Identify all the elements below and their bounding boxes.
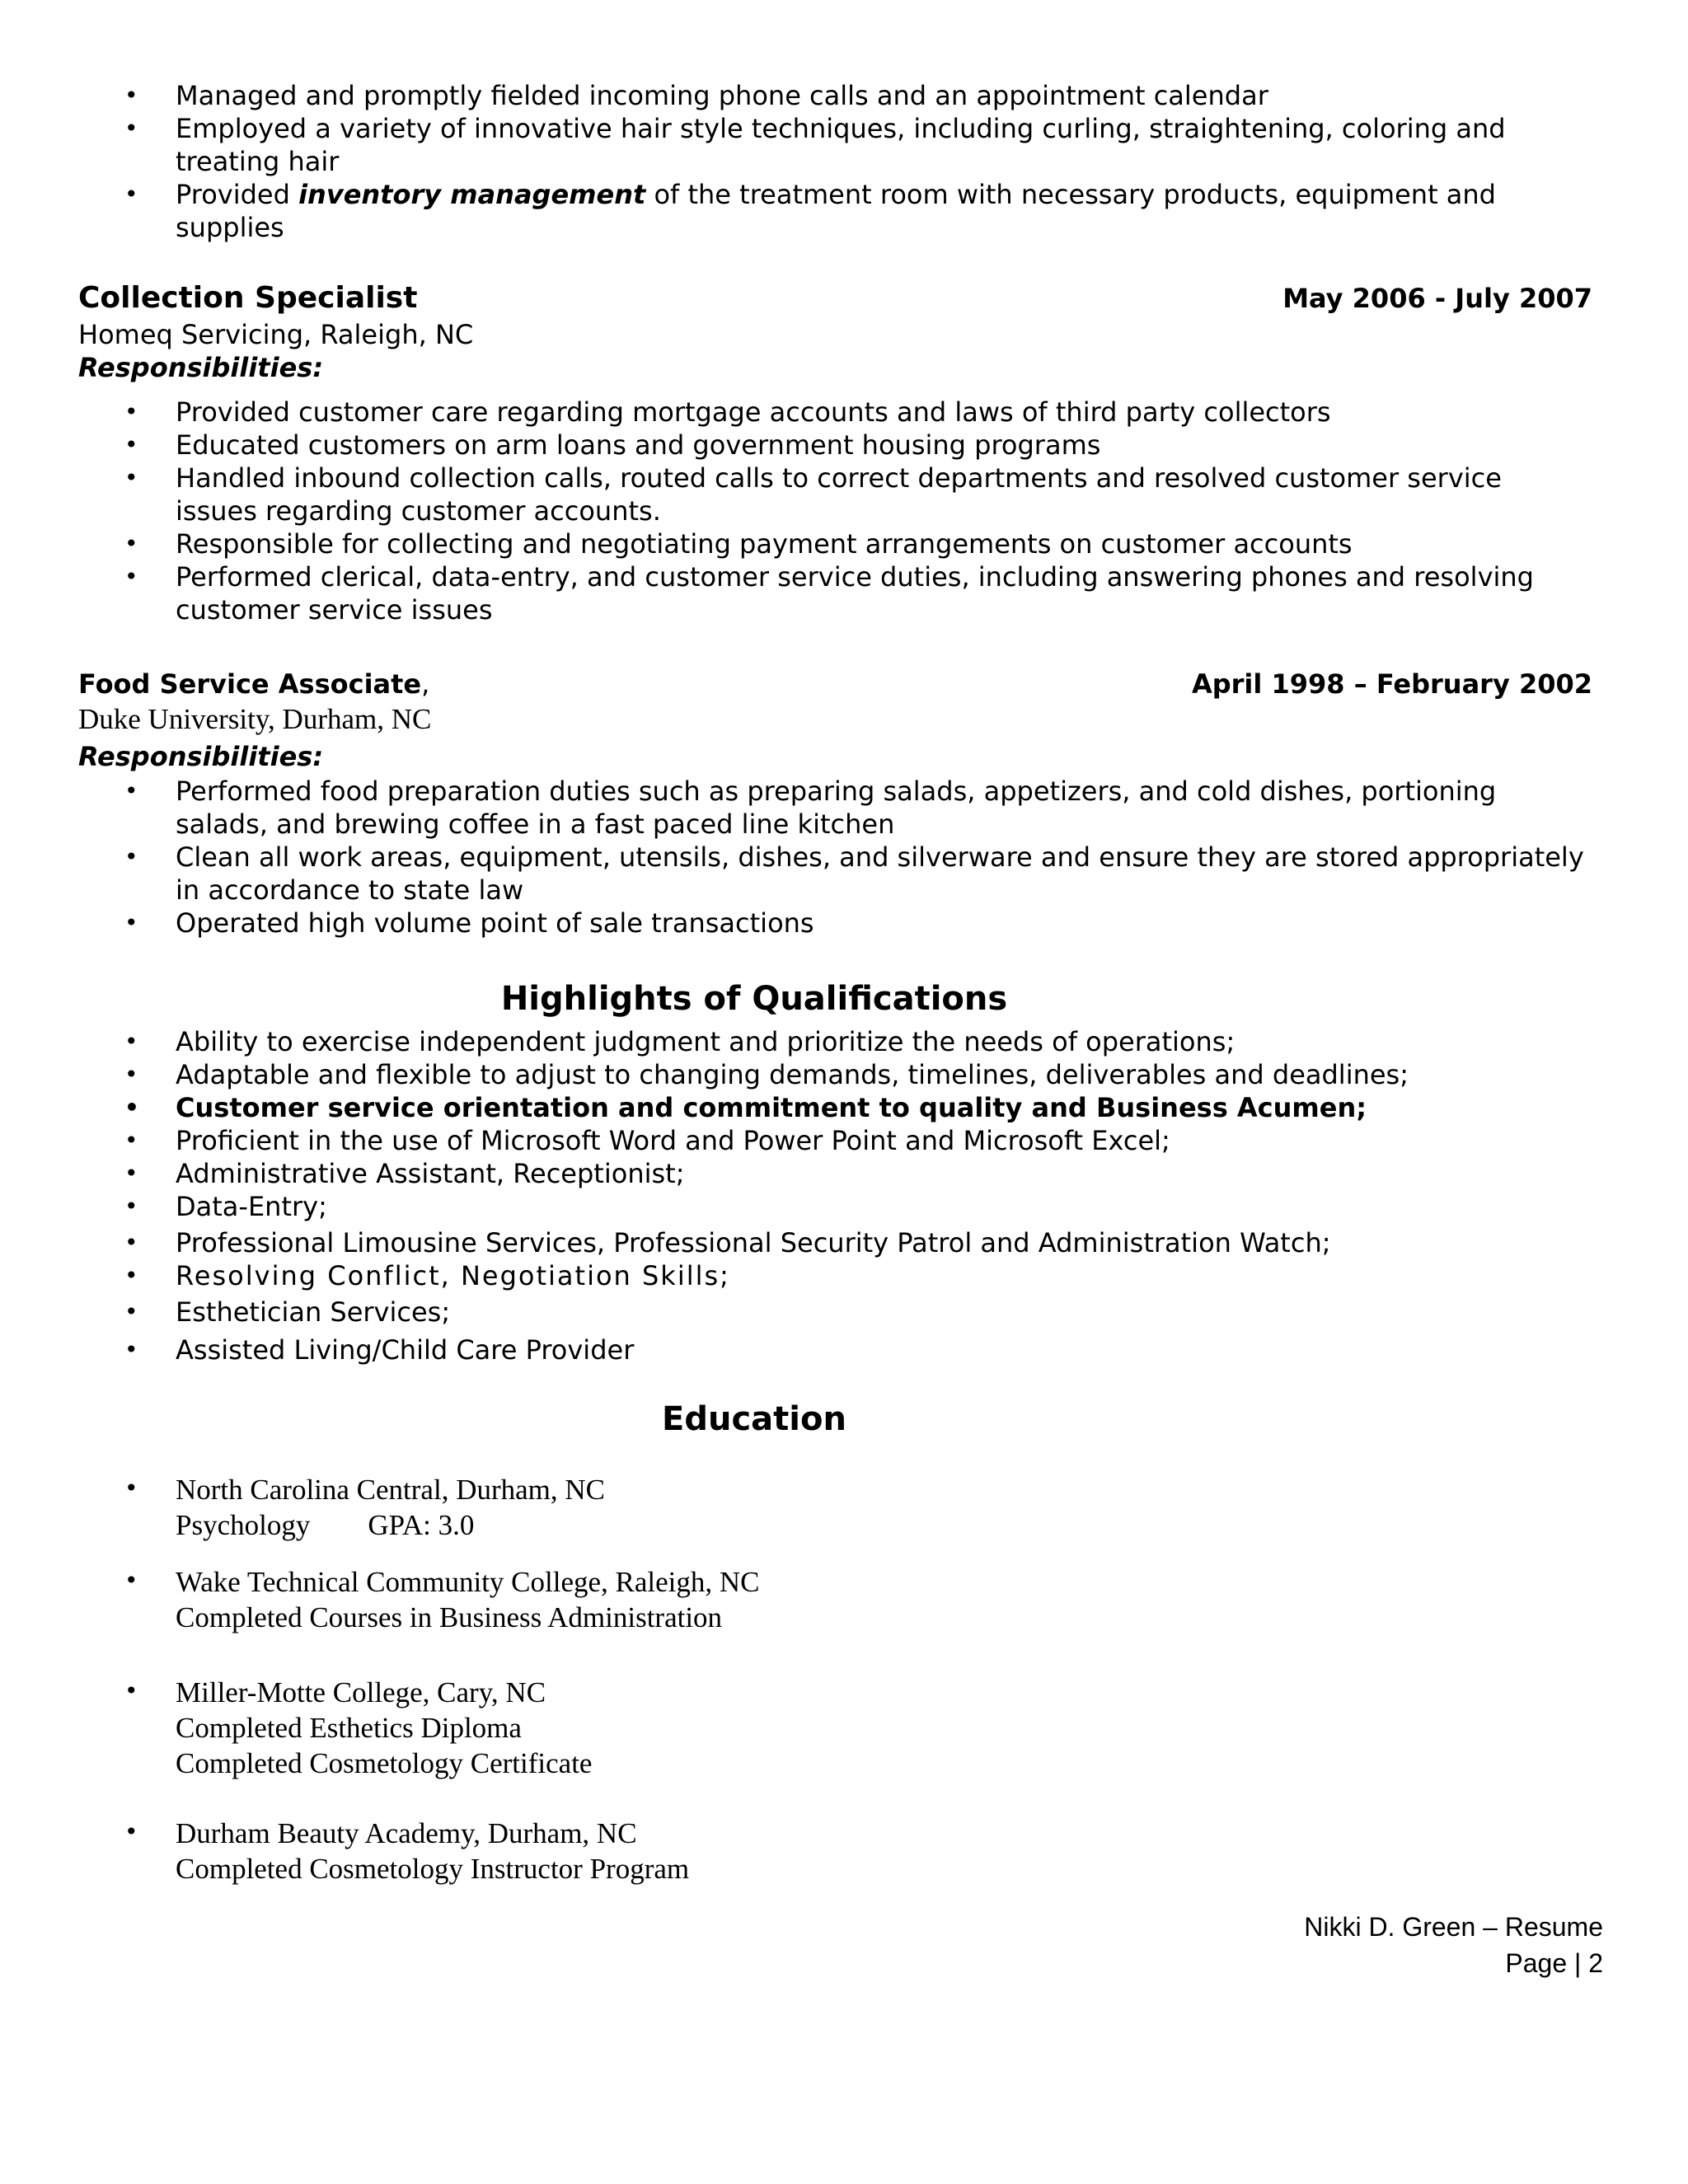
school-name: North Carolina Central, Durham, NC: [176, 1474, 606, 1506]
list-item: • Resolving Conflict, Negotiation Skills;: [124, 1260, 730, 1291]
list-item: • Handled inbound collection calls, routed calls to correct departments and resolved customer service issues regarding customer accounts.: [124, 462, 1502, 527]
list-item: • Professional Limousine Services, Professional Security Patrol and Administration Watch;: [124, 1227, 1331, 1258]
responsibilities-label: Responsibilities:: [78, 352, 324, 383]
employer-homeq: Homeq Servicing, Raleigh, NC: [78, 319, 474, 350]
highlights-list: [0, 1025, 1688, 1366]
school-detail: Completed Cosmetology Certificate: [176, 1747, 593, 1779]
footer-name: Nikki D. Green – Resume: [1304, 1912, 1603, 1942]
bullet-icon: •: [124, 1127, 138, 1154]
list-item: • Administrative Assistant, Receptionist;: [124, 1158, 685, 1189]
bullet-icon: •: [124, 1160, 138, 1187]
bullet-icon: •: [124, 115, 138, 142]
section-heading-highlights: Highlights of Qualifications: [500, 980, 1008, 1018]
list-item: • Operated high volume point of sale transactions: [124, 907, 814, 939]
list-item: • Adaptable and flexible to adjust to changing demands, timelines, deliverables and deadlines;: [124, 1059, 1409, 1090]
bullet-icon: •: [124, 1094, 139, 1121]
bullet-icon: •: [124, 777, 138, 804]
school-detail: Completed Esthetics Diploma: [176, 1712, 522, 1744]
school-detail: Completed Courses in Business Administration: [176, 1601, 723, 1633]
bullet-icon: •: [124, 1677, 138, 1704]
job-title-collection-specialist: Collection Specialist: [78, 281, 418, 315]
list-item: [0, 1472, 1688, 1543]
school-name: Miller-Motte College, Cary, NC: [176, 1676, 546, 1708]
school-detail: Psychology GPA: 3.0: [176, 1509, 475, 1541]
bullet-icon: •: [124, 1229, 138, 1256]
job-dates-food-service-associate: April 1998 – February 2002: [1191, 668, 1592, 700]
list-item: [0, 1816, 1688, 1886]
list-item: • Assisted Living/Child Care Provider: [124, 1334, 635, 1366]
employer-duke-university: Duke University, Durham, NC: [78, 703, 432, 735]
bullet-icon: •: [124, 1818, 138, 1845]
list-item: • Educated customers on arm loans and government housing programs: [124, 429, 1101, 461]
list-item: [0, 1564, 1688, 1635]
job-title-food-service-associate: Food Service Associate,: [78, 668, 430, 700]
emphasis-inventory-management: inventory management: [298, 179, 646, 210]
bullet-icon: •: [124, 180, 138, 208]
list-item: • Customer service orientation and commitment to quality and Business Acumen;: [124, 1092, 1367, 1123]
bullet-icon: •: [124, 843, 138, 870]
bullet-icon: •: [124, 464, 138, 491]
list-item: • Performed food preparation duties such as preparing salads, appetizers, and cold dishes, portioning salads, and brewing coffee in a fast paced line kitchen: [124, 776, 1497, 840]
bullet-icon: •: [124, 1028, 138, 1055]
list-item: • Clean all work areas, equipment, utensils, dishes, and silverware and ensure they are stored appropriately in accordance to state law: [124, 841, 1584, 906]
bullet-icon: •: [124, 1262, 140, 1289]
list-item: • Proficient in the use of Microsoft Word and Power Point and Microsoft Excel;: [124, 1125, 1170, 1156]
list-item: • Provided inventory management of the treatment room with necessary products, equipment and supplies: [124, 179, 1496, 243]
bullet-icon: •: [124, 1193, 138, 1220]
bullet-icon: •: [124, 431, 138, 458]
bullet-icon: •: [124, 530, 138, 557]
list-item: • Ability to exercise independent judgment and prioritize the needs of operations;: [124, 1026, 1236, 1057]
bullet-icon: •: [124, 1298, 138, 1325]
job-dates-collection-specialist: May 2006 - July 2007: [1282, 283, 1592, 314]
bullet-icon: •: [124, 82, 138, 109]
previous-job-bullets: [0, 79, 1688, 244]
education-list: [0, 1472, 1688, 1886]
school-name: Wake Technical Community College, Raleigh, NC: [176, 1566, 760, 1598]
school-detail: Completed Cosmetology Instructor Program: [176, 1853, 690, 1885]
list-item: • Employed a variety of innovative hair style techniques, including curling, straightening, coloring and treating hair: [124, 113, 1506, 177]
bullet-icon: •: [124, 1336, 138, 1363]
bullet-icon: •: [124, 1567, 138, 1594]
school-name: Durham Beauty Academy, Durham, NC: [176, 1817, 637, 1849]
food-service-bullets: [0, 775, 1688, 940]
responsibilities-label: Responsibilities:: [78, 741, 324, 772]
list-item: • Data-Entry;: [124, 1191, 327, 1222]
footer-page-number: Page | 2: [1505, 1948, 1603, 1978]
bullet-icon: •: [124, 1474, 138, 1502]
section-heading-education: Education: [662, 1400, 846, 1438]
list-item: • Esthetician Services;: [124, 1296, 451, 1328]
list-item: • Provided customer care regarding mortgage accounts and laws of third party collectors: [124, 396, 1331, 428]
list-item: • Managed and promptly fielded incoming phone calls and an appointment calendar: [124, 80, 1268, 111]
list-item: [0, 1675, 1688, 1781]
bullet-icon: •: [124, 1061, 138, 1088]
collection-specialist-bullets: [0, 396, 1688, 626]
bullet-icon: •: [124, 909, 138, 936]
bullet-icon: •: [124, 398, 138, 425]
list-item: • Performed clerical, data-entry, and customer service duties, including answering phones and resolving customer service issues: [124, 561, 1534, 626]
bullet-icon: •: [124, 563, 138, 590]
list-item: • Responsible for collecting and negotiating payment arrangements on customer accounts: [124, 528, 1353, 560]
